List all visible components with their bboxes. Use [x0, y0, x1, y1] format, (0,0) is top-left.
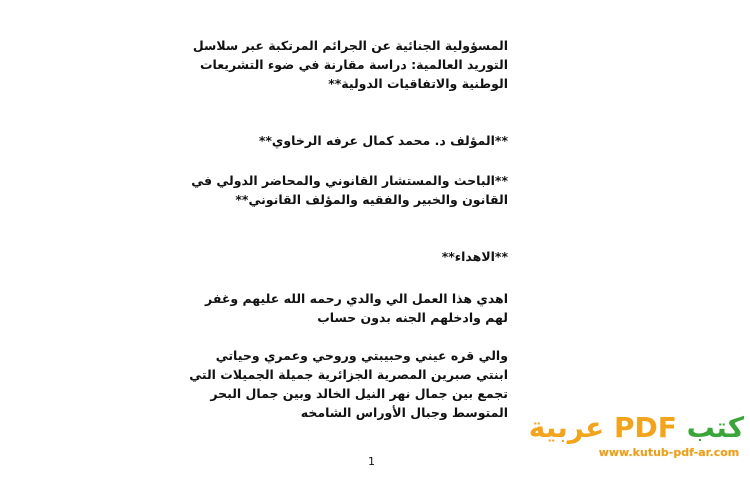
- dedication-2-line-4: المتوسط وجبال الأوراس الشامخه: [300, 405, 508, 420]
- title-line-3: الوطنية والاتفاقيات الدولية**: [328, 76, 508, 91]
- dedication-2-line-1: والي قره عيني وحبيبتي وروحي وعمري وحياتي: [215, 348, 508, 363]
- watermark-logo-pdf: PDF: [614, 411, 677, 444]
- dedication-heading: [200, 247, 508, 266]
- dedication-2-line-3: تجمع بين جمال نهر النيل الخالد وبين جمال البحر: [210, 386, 508, 401]
- author-line: [200, 131, 508, 150]
- site-watermark: [528, 411, 744, 459]
- dedication-1-line-2: لهم وادخلهم الجنه بدون حساب: [317, 310, 508, 325]
- watermark-logo-arabiya: عربية: [528, 411, 605, 444]
- watermark-url: www.kutub-pdf-ar.com: [598, 446, 740, 459]
- author-bio: [191, 171, 508, 209]
- bio-line-1: **الباحث والمستشار القانوني والمحاضر الدولي في: [191, 173, 508, 188]
- bio-line-2: القانون والخبير والفقيه والمؤلف القانوني**: [235, 192, 508, 207]
- dedication-1-line-1: اهدي هذا العمل الي والدي رحمه الله عليهم وغفر: [205, 291, 508, 306]
- dedication-paragraph-2: [189, 346, 508, 422]
- watermark-logo: [528, 411, 744, 444]
- document-title: [192, 36, 508, 93]
- dedication-2-line-2: ابنتي صبرين المصرية الجزائرية جميلة الجميلات التي: [189, 367, 508, 382]
- dedication-paragraph-1: [200, 289, 508, 327]
- watermark-logo-kutub: كتب: [686, 411, 744, 444]
- page-number: 1: [368, 455, 375, 468]
- title-line-2: التوريد العالمية: دراسة مقارنة في ضوء التشريعات: [199, 57, 508, 72]
- title-line-1: المسؤولية الجنائية عن الجرائم المرتكبة عبر سلاسل: [192, 38, 508, 53]
- author-text: **المؤلف د. محمد كمال عرفه الرخاوي**: [258, 133, 508, 148]
- dedication-heading-text: **الاهداء**: [441, 249, 508, 264]
